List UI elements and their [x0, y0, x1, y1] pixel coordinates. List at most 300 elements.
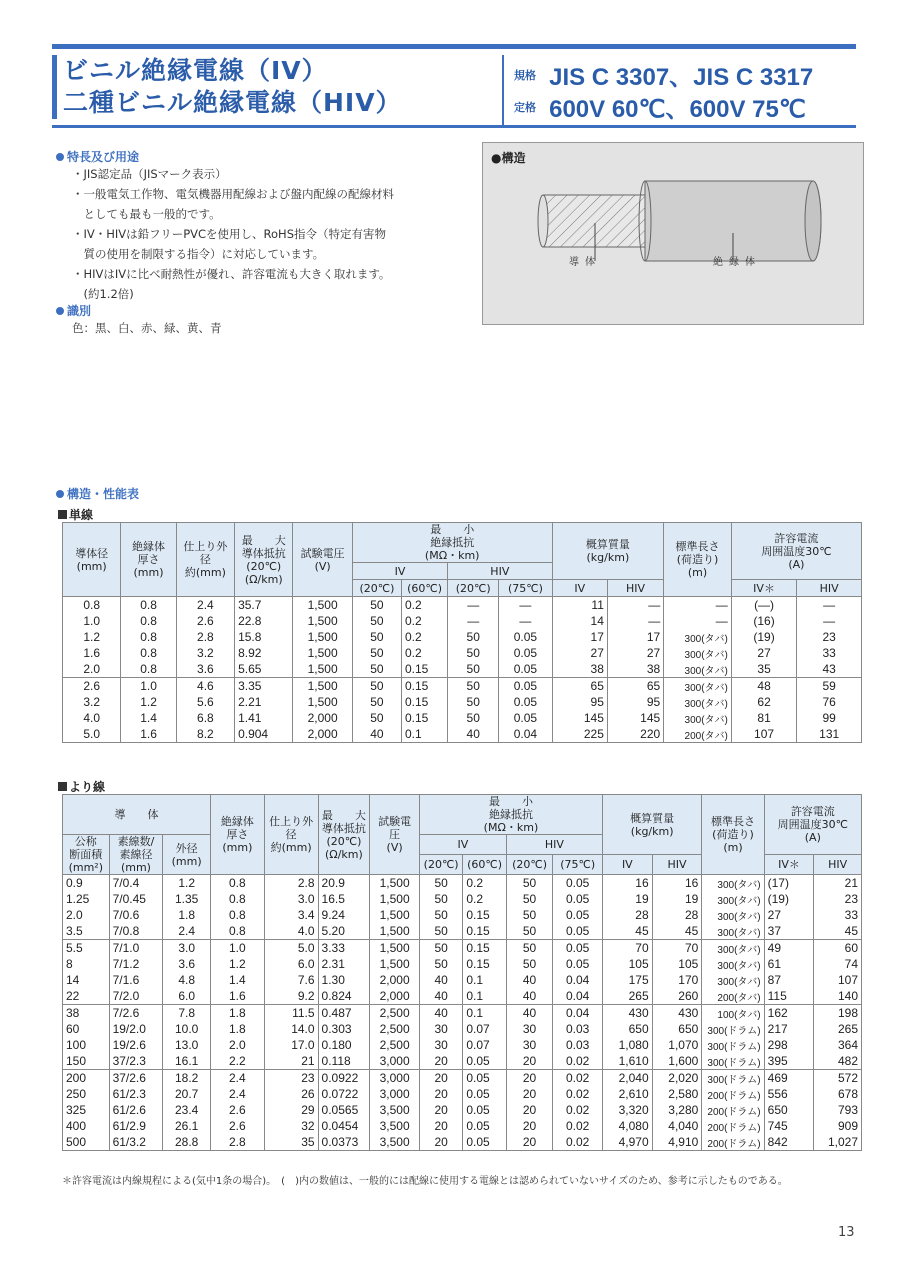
table-cell: 23: [797, 629, 862, 645]
table-cell: 2.8: [210, 1134, 264, 1151]
stranded-wire-label: より線: [58, 778, 105, 795]
table-cell: 9.24: [318, 907, 370, 923]
table-cell: 3.4: [264, 907, 318, 923]
table-cell: 145: [607, 710, 663, 726]
table-cell: 0.03: [553, 1021, 603, 1037]
table-cell: 0.2: [402, 597, 448, 614]
table-cell: 32: [264, 1118, 318, 1134]
table-cell: 1,027: [814, 1134, 862, 1151]
table-cell: 364: [814, 1037, 862, 1053]
feature-item: ・IV・HIVは鉛フリーPVCを使用し、RoHS指令（特定有害物: [72, 227, 386, 241]
table-cell: 325: [63, 1102, 110, 1118]
table-cell: 20: [506, 1134, 553, 1151]
table-cell: 33: [797, 645, 862, 661]
table-cell: 45: [603, 923, 653, 940]
single-wire-label: 単線: [58, 506, 93, 523]
features-heading: 特長及び用途: [56, 148, 139, 165]
table-cell: 3.6: [163, 956, 211, 972]
table-cell: 0.9: [63, 875, 110, 892]
table-cell: 20: [506, 1118, 553, 1134]
table-cell: 0.15: [463, 956, 506, 972]
table-cell: 20: [419, 1070, 462, 1087]
features-list: [72, 164, 394, 304]
col-header: (60℃): [463, 855, 506, 875]
table-cell: 0.15: [463, 907, 506, 923]
table-cell: 50: [448, 678, 499, 695]
table-cell: 95: [607, 694, 663, 710]
table-cell: 107: [814, 972, 862, 988]
table-cell: 3.2: [176, 645, 234, 661]
table-cell: 162: [764, 1005, 814, 1022]
table-cell: 3.6: [176, 661, 234, 678]
table-cell: 20: [506, 1053, 553, 1070]
table-cell: 0.15: [402, 661, 448, 678]
table-cell: 0.904: [235, 726, 293, 743]
structure-title: ●構造: [491, 151, 526, 165]
table-row: [63, 678, 862, 695]
table-cell: 0.0454: [318, 1118, 370, 1134]
col-header: (60℃): [402, 580, 448, 597]
table-cell: 26: [264, 1086, 318, 1102]
table-cell: 842: [764, 1134, 814, 1151]
table-cell: 23: [814, 891, 862, 907]
table-cell: 23: [264, 1070, 318, 1087]
table-cell: 37: [764, 923, 814, 940]
table-cell: 20: [419, 1102, 462, 1118]
table-cell: 1.4: [121, 710, 176, 726]
table-cell: 3,000: [370, 1070, 420, 1087]
table-cell: 1.0: [121, 678, 176, 695]
table-cell: 300(タバ): [702, 875, 764, 892]
table-cell: 1.8: [210, 1005, 264, 1022]
table-cell: —: [499, 597, 552, 614]
table-cell: 1,500: [293, 629, 352, 645]
table-cell: 30: [419, 1037, 462, 1053]
table-cell: 9.2: [264, 988, 318, 1005]
table-cell: 17.0: [264, 1037, 318, 1053]
title-line-2: 二種ビニル絶縁電線（HIV）: [63, 88, 402, 117]
table-row: [63, 694, 862, 710]
table-cell: 50: [419, 940, 462, 957]
table-cell: 20: [506, 1070, 553, 1087]
table-cell: 300(ドラム): [702, 1021, 764, 1037]
table-cell: 20: [419, 1118, 462, 1134]
feature-item: 質の使用を制限する指令）に対応しています。: [72, 247, 325, 261]
spec-area: [502, 55, 854, 125]
table-cell: 50: [352, 629, 401, 645]
table-cell: 2.4: [210, 1070, 264, 1087]
table-cell: 20: [419, 1134, 462, 1151]
table-cell: 200(ドラム): [702, 1134, 764, 1151]
table-cell: 0.05: [553, 907, 603, 923]
table-cell: —: [607, 613, 663, 629]
table-cell: 5.5: [63, 940, 110, 957]
table-cell: 61/2.3: [109, 1086, 163, 1102]
col-header: (20℃): [419, 855, 462, 875]
table-cell: 2.6: [210, 1118, 264, 1134]
identification-text: 色：黒、白、赤、緑、黄、青: [72, 321, 222, 335]
footnote: ＊許容電流は内線規程による(気中1条の場合)。 ( )内の数値は、一般的には配線に使用する電線とは認められていないサイズのため、参考に示したものである。: [62, 1176, 788, 1187]
table-cell: 16.1: [163, 1053, 211, 1070]
col-header: 標準長さ (荷造り) (m): [664, 523, 732, 597]
table-cell: 4.6: [176, 678, 234, 695]
bullet-icon: [56, 490, 64, 498]
col-header: 外径 (mm): [163, 835, 211, 875]
table-cell: 1,500: [293, 678, 352, 695]
table-cell: 17: [552, 629, 607, 645]
col-header: (75℃): [499, 580, 552, 597]
table-cell: 0.303: [318, 1021, 370, 1037]
cable-illustration: [483, 143, 863, 324]
table-cell: 2.4: [176, 597, 234, 614]
table-cell: 3.5: [63, 923, 110, 940]
col-header: 最 小 絶縁抵抗 (MΩ・km): [352, 523, 552, 563]
table-cell: 5.20: [318, 923, 370, 940]
table-cell: 1.2: [121, 694, 176, 710]
table-cell: 198: [814, 1005, 862, 1022]
table-cell: 0.8: [210, 923, 264, 940]
conductor-label: 導体: [569, 257, 601, 268]
table-cell: 50: [352, 645, 401, 661]
table-cell: 200(タバ): [664, 726, 732, 743]
table-cell: (17): [764, 875, 814, 892]
table-cell: 4.8: [163, 972, 211, 988]
table-cell: 1.8: [163, 907, 211, 923]
table-cell: 60: [63, 1021, 110, 1037]
table-cell: 0.8: [121, 645, 176, 661]
table-cell: 572: [814, 1070, 862, 1087]
table-cell: 4.0: [63, 710, 121, 726]
single-wire-body: [63, 597, 862, 743]
table-cell: 40: [419, 972, 462, 988]
table-cell: 217: [764, 1021, 814, 1037]
table-cell: 0.8: [210, 875, 264, 892]
table-cell: 300(タバ): [702, 907, 764, 923]
table-cell: 0.02: [553, 1118, 603, 1134]
table-cell: 1,500: [293, 645, 352, 661]
table-cell: 18.2: [163, 1070, 211, 1087]
bullet-icon: [56, 153, 64, 161]
table-cell: 3,000: [370, 1053, 420, 1070]
feature-item: ・一般電気工作物、電気機器用配線および盤内配線の配線材料: [72, 187, 394, 201]
table-cell: 1,500: [370, 940, 420, 957]
table-cell: 26.1: [163, 1118, 211, 1134]
table-cell: 50: [506, 956, 553, 972]
standard-label: 規格: [514, 68, 536, 82]
table-cell: 225: [552, 726, 607, 743]
table-cell: —: [607, 597, 663, 614]
table-cell: 300(タバ): [702, 972, 764, 988]
table-row: [63, 597, 862, 614]
table-cell: 395: [764, 1053, 814, 1070]
table-cell: —: [797, 597, 862, 614]
table-row: [63, 1053, 862, 1070]
col-header: 仕上り外径 約(mm): [176, 523, 234, 597]
col-header: 仕上り外径 約(mm): [264, 795, 318, 875]
table-cell: 1,500: [370, 923, 420, 940]
table-cell: 2.6: [210, 1102, 264, 1118]
table-cell: 2.4: [163, 923, 211, 940]
table-cell: 50: [419, 907, 462, 923]
table-cell: 50: [506, 891, 553, 907]
table-cell: 50: [352, 661, 401, 678]
table-cell: 22: [63, 988, 110, 1005]
table-cell: 19: [652, 891, 702, 907]
table-cell: 0.2: [402, 613, 448, 629]
table-cell: 2.8: [264, 875, 318, 892]
table-cell: 50: [419, 891, 462, 907]
table-cell: 27: [607, 645, 663, 661]
table-cell: 300(タバ): [664, 678, 732, 695]
table-cell: —: [797, 613, 862, 629]
table-cell: 0.2: [463, 875, 506, 892]
table-cell: 0.8: [210, 907, 264, 923]
table-cell: 0.04: [553, 972, 603, 988]
table-cell: 2.0: [210, 1037, 264, 1053]
table-cell: 40: [506, 1005, 553, 1022]
table-cell: 7/0.8: [109, 923, 163, 940]
table-cell: 2.6: [176, 613, 234, 629]
table-cell: 0.180: [318, 1037, 370, 1053]
table-cell: 0.2: [402, 629, 448, 645]
col-header: HIV: [814, 855, 862, 875]
table-cell: 40: [448, 726, 499, 743]
table-cell: 50: [352, 694, 401, 710]
table-cell: —: [664, 613, 732, 629]
table-cell: 40: [506, 972, 553, 988]
col-header: 標準長さ (荷造り) (m): [702, 795, 764, 875]
table-cell: 650: [652, 1021, 702, 1037]
table-cell: 38: [607, 661, 663, 678]
table-cell: 7.8: [163, 1005, 211, 1022]
table-cell: 20: [419, 1053, 462, 1070]
table-cell: 3,500: [370, 1134, 420, 1151]
table-cell: 3,500: [370, 1118, 420, 1134]
table-cell: 62: [731, 694, 797, 710]
table-cell: 2,000: [370, 988, 420, 1005]
table-cell: 1.8: [210, 1021, 264, 1037]
table-cell: 4,970: [603, 1134, 653, 1151]
insulation-label: 絶縁体: [713, 257, 761, 268]
table-cell: 150: [63, 1053, 110, 1070]
table-cell: 100: [63, 1037, 110, 1053]
table-cell: 1.2: [63, 629, 121, 645]
table-cell: 40: [506, 988, 553, 1005]
table-cell: 3,320: [603, 1102, 653, 1118]
table-cell: 0.05: [463, 1086, 506, 1102]
table-cell: 300(タバ): [702, 940, 764, 957]
table-cell: 30: [506, 1037, 553, 1053]
table-cell: 5.0: [264, 940, 318, 957]
table-cell: 0.02: [553, 1086, 603, 1102]
table-cell: 0.8: [121, 629, 176, 645]
table-cell: 7/2.6: [109, 1005, 163, 1022]
table-cell: 3.0: [264, 891, 318, 907]
table-cell: 5.65: [235, 661, 293, 678]
table-cell: 2.4: [210, 1086, 264, 1102]
table-cell: 40: [352, 726, 401, 743]
table-cell: 48: [731, 678, 797, 695]
table-cell: 2,610: [603, 1086, 653, 1102]
table-cell: 50: [448, 629, 499, 645]
table-row: [63, 645, 862, 661]
table-cell: 27: [764, 907, 814, 923]
table-cell: 0.1: [463, 972, 506, 988]
table-cell: 105: [652, 956, 702, 972]
col-header: 導体径 (mm): [63, 523, 121, 597]
table-cell: 0.15: [402, 710, 448, 726]
table-cell: 0.05: [463, 1053, 506, 1070]
table-cell: 4,910: [652, 1134, 702, 1151]
table-cell: 0.8: [63, 597, 121, 614]
table-cell: 430: [603, 1005, 653, 1022]
table-cell: 1,500: [370, 956, 420, 972]
table-cell: 0.15: [402, 694, 448, 710]
table-cell: 0.05: [499, 661, 552, 678]
table-cell: 0.2: [402, 645, 448, 661]
table-cell: 74: [814, 956, 862, 972]
table-cell: 300(ドラム): [702, 1053, 764, 1070]
table-cell: 265: [814, 1021, 862, 1037]
table-cell: 20: [506, 1086, 553, 1102]
table-cell: 0.8: [121, 613, 176, 629]
table-cell: 745: [764, 1118, 814, 1134]
table-cell: 0.8: [210, 891, 264, 907]
table-cell: 1,080: [603, 1037, 653, 1053]
table-cell: 1.0: [63, 613, 121, 629]
table-cell: 16.5: [318, 891, 370, 907]
table-cell: 61/3.2: [109, 1134, 163, 1151]
table-cell: 14.0: [264, 1021, 318, 1037]
table-cell: 50: [506, 923, 553, 940]
table-cell: 19/2.0: [109, 1021, 163, 1037]
standard-row: [514, 57, 813, 92]
table-row: [63, 629, 862, 645]
table-cell: 30: [419, 1021, 462, 1037]
table-cell: 2,580: [652, 1086, 702, 1102]
table-cell: 0.04: [499, 726, 552, 743]
table-cell: 19/2.6: [109, 1037, 163, 1053]
table-cell: 300(タバ): [664, 629, 732, 645]
table-row: [63, 923, 862, 940]
table-cell: 21: [814, 875, 862, 892]
table-cell: 2,000: [370, 972, 420, 988]
table-cell: 61/2.9: [109, 1118, 163, 1134]
col-header: (20℃): [448, 580, 499, 597]
table-cell: 115: [764, 988, 814, 1005]
table-cell: 50: [506, 907, 553, 923]
table-cell: 20: [506, 1102, 553, 1118]
table-cell: 200(ドラム): [702, 1086, 764, 1102]
table-cell: 61: [764, 956, 814, 972]
table-cell: 220: [607, 726, 663, 743]
performance-heading: 構造・性能表: [56, 485, 139, 502]
table-cell: 0.8: [121, 661, 176, 678]
col-header: (75℃): [553, 855, 603, 875]
table-cell: 300(ドラム): [702, 1037, 764, 1053]
col-header: 許容電流 周囲温度30℃ (A): [764, 795, 861, 855]
table-cell: 170: [652, 972, 702, 988]
table-cell: 0.05: [553, 875, 603, 892]
table-row: [63, 1021, 862, 1037]
col-header: 最 小 絶縁抵抗 (MΩ・km): [419, 795, 602, 835]
table-cell: 21: [264, 1053, 318, 1070]
table-cell: 40: [419, 1005, 462, 1022]
table-cell: 909: [814, 1118, 862, 1134]
col-header: HIV: [506, 835, 602, 855]
table-cell: 0.04: [553, 988, 603, 1005]
table-cell: 300(タバ): [702, 891, 764, 907]
table-cell: 1,500: [293, 597, 352, 614]
table-row: [63, 710, 862, 726]
col-header: 最 大 導体抵抗 (20℃) (Ω/km): [235, 523, 293, 597]
col-header: IV＊: [731, 580, 797, 597]
table-cell: 16: [652, 875, 702, 892]
table-cell: 17: [607, 629, 663, 645]
table-cell: 14: [552, 613, 607, 629]
table-cell: 650: [764, 1102, 814, 1118]
table-cell: 20.9: [318, 875, 370, 892]
square-icon: [58, 510, 67, 519]
table-cell: 10.0: [163, 1021, 211, 1037]
table-cell: 140: [814, 988, 862, 1005]
table-cell: 1.2: [210, 956, 264, 972]
table-cell: 0.8: [121, 597, 176, 614]
table-row: [63, 891, 862, 907]
table-cell: 0.1: [463, 1005, 506, 1022]
table-cell: 1,600: [652, 1053, 702, 1070]
structure-diagram: [482, 142, 864, 325]
table-cell: 37/2.3: [109, 1053, 163, 1070]
table-cell: 0.0373: [318, 1134, 370, 1151]
table-cell: 1.41: [235, 710, 293, 726]
table-row: [63, 1037, 862, 1053]
table-cell: 28.8: [163, 1134, 211, 1151]
table-cell: 3.35: [235, 678, 293, 695]
table-cell: 27: [731, 645, 797, 661]
table-cell: 0.05: [499, 710, 552, 726]
table-cell: 1,500: [293, 661, 352, 678]
table-cell: 0.487: [318, 1005, 370, 1022]
stranded-wire-table: [62, 794, 862, 1151]
table-cell: 0.07: [463, 1021, 506, 1037]
table-cell: 95: [552, 694, 607, 710]
table-cell: 3.33: [318, 940, 370, 957]
table-cell: 22.8: [235, 613, 293, 629]
table-cell: 145: [552, 710, 607, 726]
table-row: [63, 613, 862, 629]
table-cell: 131: [797, 726, 862, 743]
table-cell: 0.1: [463, 988, 506, 1005]
table-cell: 3,280: [652, 1102, 702, 1118]
table-cell: 7/1.0: [109, 940, 163, 957]
table-cell: 556: [764, 1086, 814, 1102]
table-cell: 11.5: [264, 1005, 318, 1022]
table-cell: 1.6: [63, 645, 121, 661]
table-cell: 300(タバ): [664, 710, 732, 726]
table-cell: 37/2.6: [109, 1070, 163, 1087]
table-cell: 45: [814, 923, 862, 940]
rating-value: 600V 60℃、600V 75℃: [549, 96, 806, 123]
table-cell: 7/0.4: [109, 875, 163, 892]
table-row: [63, 907, 862, 923]
title-box: [52, 55, 856, 128]
table-cell: 105: [603, 956, 653, 972]
table-cell: 1.6: [210, 988, 264, 1005]
table-cell: 49: [764, 940, 814, 957]
table-cell: 2,040: [603, 1070, 653, 1087]
table-cell: 50: [419, 923, 462, 940]
